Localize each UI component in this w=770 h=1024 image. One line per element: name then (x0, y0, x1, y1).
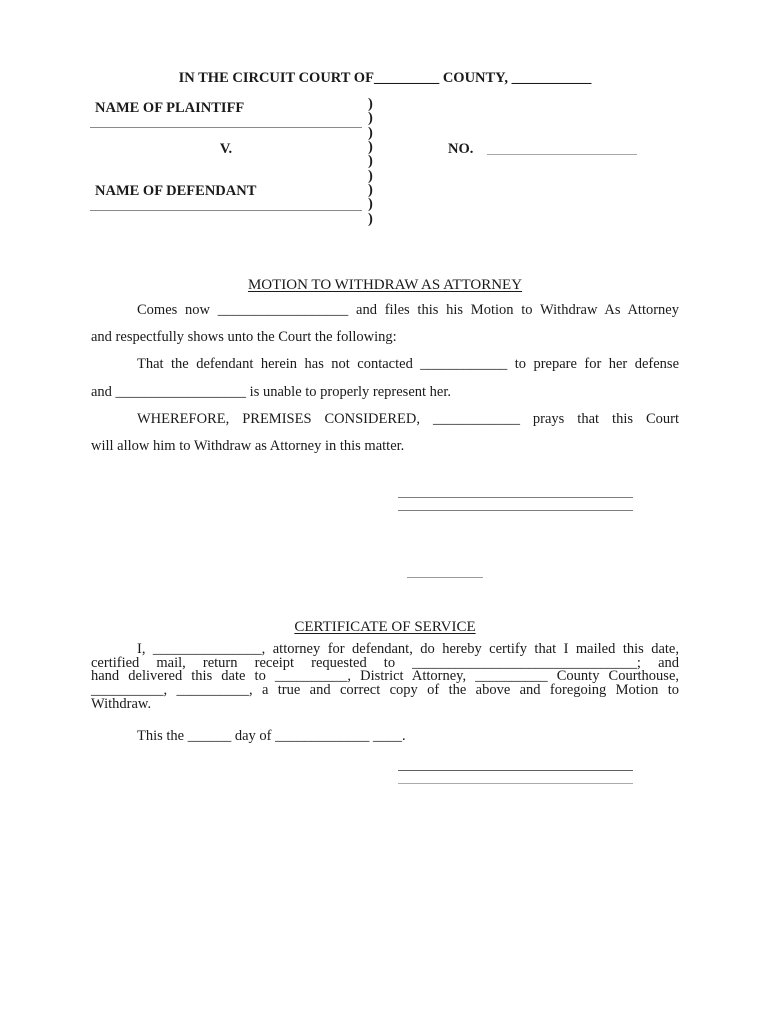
certificate-body (91, 643, 679, 712)
paren-glyph: ) (368, 167, 373, 184)
case-number-label: NO. (448, 141, 474, 157)
service-signature-line-1 (398, 770, 633, 771)
certificate-paragraph-line: I, _______________, attorney for defendant, do hereby certify that I mailed this date, (137, 641, 679, 657)
defendant-name-label: NAME OF DEFENDANT (95, 183, 257, 199)
certificate-title: CERTIFICATE OF SERVICE (294, 619, 476, 635)
court-header: IN THE CIRCUIT COURT OF_________ COUNTY, ___________ (178, 70, 592, 86)
paren-glyph: ) (368, 182, 373, 199)
paren-glyph: ) (368, 96, 373, 112)
motion-body (91, 297, 679, 460)
motion-paragraph-line: That the defendant herein has not contacted ____________ to prepare for her defense (137, 356, 679, 373)
date-short-line (407, 577, 483, 578)
certificate-title-row (91, 619, 679, 636)
paren-glyph: ) (368, 110, 373, 127)
attorney-signature-line-2 (398, 510, 633, 511)
motion-title: MOTION TO WITHDRAW AS ATTORNEY (247, 277, 523, 293)
certificate-paragraph-line: __________, __________, a true and correct copy of the above and foregoing Motion to (91, 682, 679, 699)
caption-paren-column (368, 97, 373, 226)
defendant-name-line (90, 210, 362, 211)
certificate-paragraph-line: hand delivered this date to __________, District Attorney, __________ County Courthouse, (91, 668, 679, 685)
paren-glyph: ) (368, 196, 373, 213)
paren-glyph: ) (368, 210, 373, 227)
motion-title-row (91, 277, 679, 294)
motion-paragraph-line: Comes now __________________ and files this his Motion to Withdraw As Attorney (137, 302, 679, 318)
certificate-paragraph-line: Withdraw. (91, 695, 152, 712)
motion-paragraph-line: WHEREFORE, PREMISES CONSIDERED, ____________ prays that this Court (137, 410, 679, 427)
attorney-signature-line-1 (398, 497, 633, 498)
paren-glyph: ) (368, 153, 373, 170)
plaintiff-name-label: NAME OF PLAINTIFF (95, 100, 245, 116)
case-number-line (487, 154, 637, 155)
motion-paragraph-line: and respectfully shows unto the Court the following: (91, 329, 397, 346)
paren-glyph: ) (368, 139, 373, 156)
certificate-date-line: This the ______ day of _____________ ____. (137, 728, 406, 744)
paren-glyph: ) (368, 124, 373, 141)
versus-label: V. (219, 141, 233, 157)
service-signature-line-2 (398, 783, 633, 784)
motion-paragraph-line: and __________________ is unable to properly represent her. (91, 383, 452, 400)
plaintiff-name-line (90, 127, 362, 128)
certificate-paragraph-line: certified mail, return receipt requested to _______________________________; and (91, 654, 679, 671)
motion-paragraph-line: will allow him to Withdraw as Attorney in this matter. (91, 438, 405, 455)
